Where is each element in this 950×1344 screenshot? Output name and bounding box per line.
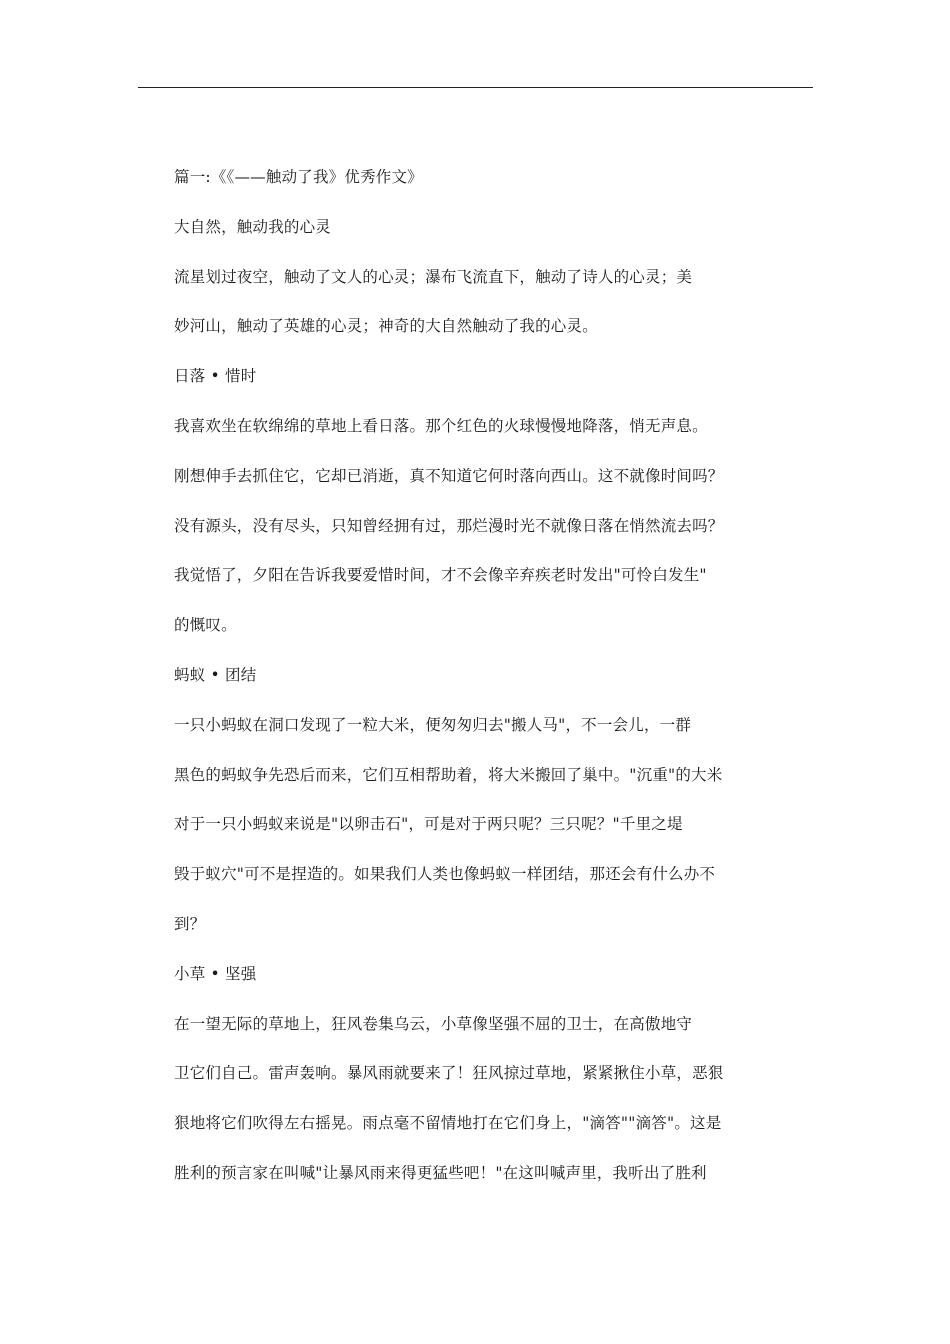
paragraph-line: 毁于蚁穴"可不是捏造的。如果我们人类也像蚂蚁一样团结，那还会有什么办不: [174, 865, 716, 884]
paragraph-line: 的慨叹。: [174, 616, 237, 635]
document-body: [174, 163, 774, 1209]
header-rule: [138, 87, 813, 88]
section-heading-ants: 蚂蚁 • 团结: [174, 665, 257, 684]
paragraph-line: 对于一只小蚂蚁来说是"以卵击石"，可是对于两只呢？三只呢？"千里之堤: [174, 815, 683, 834]
paragraph-line: 在一望无际的草地上，狂风卷集乌云，小草像坚强不屈的卫士，在高傲地守: [174, 1014, 693, 1033]
section-heading-grass: 小草 • 坚强: [174, 964, 257, 983]
section-heading-sunset: 日落 • 惜时: [174, 367, 257, 386]
paragraph-line: 胜利的预言家在叫喊"让暴风雨来得更猛些吧！"在这叫喊声里，我听出了胜利: [174, 1163, 707, 1182]
paragraph-line: 狠地将它们吹得左右摇晃。雨点毫不留情地打在它们身上，"滴答""滴答"。这是: [174, 1114, 722, 1133]
paragraph-line: 刚想伸手去抓住它，它却已消逝，真不知道它何时落向西山。这不就像时间吗？: [174, 466, 724, 485]
paragraph-line: 流星划过夜空，触动了文人的心灵；瀑布飞流直下，触动了诗人的心灵；美: [174, 267, 693, 286]
paragraph-line: 我喜欢坐在软绵绵的草地上看日落。那个红色的火球慢慢地降落，悄无声息。: [174, 416, 708, 435]
paragraph-line: 一只小蚂蚁在洞口发现了一粒大米，便匆匆归去"搬人马"，不一会儿，一群: [174, 715, 692, 734]
paragraph-line: 妙河山，触动了英雄的心灵；神奇的大自然触动了我的心灵。: [174, 317, 598, 336]
paragraph-line: 没有源头，没有尽头，只知曾经拥有过，那烂漫时光不就像日落在悄然流去吗？: [174, 516, 724, 535]
paragraph-line: 到？: [174, 914, 206, 933]
essay-title: 篇一:《《——触动了我》优秀作文》: [174, 168, 423, 186]
paragraph-line: 我觉悟了，夕阳在告诉我要爱惜时间，才不会像辛弃疾老时发出"可怜白发生": [174, 566, 707, 585]
paragraph-line: 卫它们自己。雷声轰响。暴风雨就要来了！狂风掠过草地，紧紧揪住小草，恶狠: [174, 1064, 724, 1083]
paragraph-line: 黑色的蚂蚁争先恐后而来，它们互相帮助着，将大米搬回了巢中。"沉重"的大米: [174, 765, 723, 784]
section-heading-nature: 大自然，触动我的心灵: [174, 217, 332, 236]
